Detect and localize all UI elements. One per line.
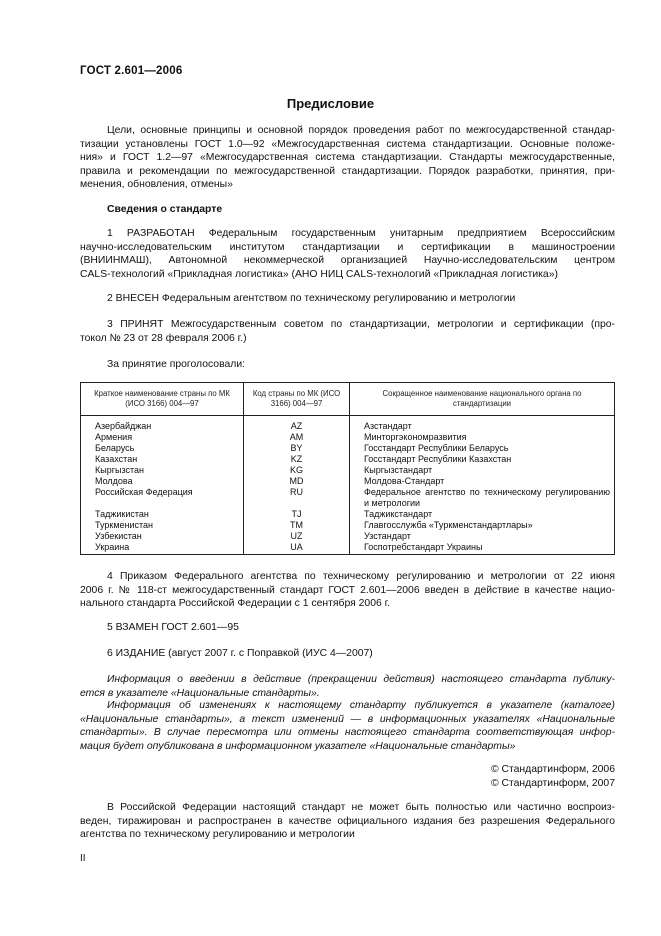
cell-country: Узбекистан [81, 531, 244, 542]
item-4-line: нального стандарта Российской Федерации с 1 сентября 2006 г. [80, 598, 391, 610]
info-2-line: мация будет опубликована в информационном указателе «Национальные стандарты» [80, 740, 516, 752]
item-1-line: (ВНИИНМАШ), Автономной некоммерческой организацией Научно-исследовательским центром [80, 255, 615, 267]
cell-country: Кыргызстан [81, 465, 244, 476]
item-1-line: 1 РАЗРАБОТАН Федеральным государственным унитарным предприятием Всероссийским [107, 228, 615, 239]
cell-code: KG [244, 465, 350, 476]
cell-organ: Минторгэкономразвития [350, 432, 615, 443]
table-header-country: Краткое наименование страны по МК (ИСО 3166) 004—97 [81, 383, 244, 416]
section-heading [80, 203, 615, 217]
item-1-line: научно-исследовательским институтом стандартизации и сертификации в машиностроении [80, 241, 615, 253]
intro-line: Цели, основные принципы и основной порядок проведения работ по межгосударственной стандар- [107, 125, 615, 136]
table-row [81, 531, 615, 542]
copyright-line: © Стандартинформ, 2007 [490, 777, 615, 789]
table-header-row [81, 383, 615, 416]
table-row [81, 443, 615, 454]
item-3-line: 3 ПРИНЯТ Межгосударственным советом по стандартизации, метрологии и сертификации (про- [107, 319, 615, 330]
voted-text: За принятие проголосовали: [107, 359, 246, 370]
cell-code: RU [244, 487, 350, 509]
cell-organ: Узстандарт [350, 531, 615, 542]
cell-country: Азербайджан [81, 416, 244, 433]
cell-code: TJ [244, 509, 350, 520]
cell-country: Молдова [81, 476, 244, 487]
item-5-line: 5 ВЗАМЕН ГОСТ 2.601—95 [107, 622, 239, 633]
cell-country: Украина [81, 542, 244, 555]
info-paragraph-2 [80, 699, 615, 753]
voting-table [80, 382, 615, 555]
cell-code: AM [244, 432, 350, 443]
copyright-line: © Стандартинформ, 2006 [490, 764, 615, 775]
cell-country: Казахстан [81, 454, 244, 465]
final-line: В Российской Федерации настоящий стандарт не может быть полностью или частично воспроиз- [107, 802, 615, 813]
document-header: ГОСТ 2.601—2006 [80, 65, 183, 77]
cell-organ: Главгосслужба «Туркменстандартлары» [350, 520, 615, 531]
info-2-line: Информация об изменениях к настоящему стандарту публикуется в указателе (каталоге) [107, 700, 615, 711]
voted-label [80, 358, 615, 372]
item-1 [80, 227, 615, 281]
cell-code: UZ [244, 531, 350, 542]
item-4 [80, 570, 615, 611]
intro-line: менения, обновления, отмены» [80, 179, 233, 191]
info-1-line: Информация о введении в действие (прекращении действия) настоящего стандарта публику- [107, 674, 615, 685]
table-row [81, 465, 615, 476]
cell-organ: Таджикстандарт [350, 509, 615, 520]
info-paragraph-1 [80, 673, 615, 700]
final-paragraph [80, 801, 615, 842]
intro-line: ния» и ГОСТ 1.2—97 «Межгосударственная система стандартизации. Стандарты межгосударственные, [80, 152, 615, 164]
cell-country: Армения [81, 432, 244, 443]
table-row [81, 520, 615, 531]
item-1-line: CALS-технологий «Прикладная логистика» (АНО НИЦ CALS-технологий «Прикладная логистика») [80, 268, 558, 280]
section-heading-text: Сведения о стандарте [107, 204, 223, 215]
item-5 [80, 621, 615, 635]
cell-organ: Федеральное агентство по техническому регулированию и метрологии [350, 487, 615, 509]
cell-code: AZ [244, 416, 350, 433]
cell-organ: Госстандарт Республики Казахстан [350, 454, 615, 465]
table-row [81, 454, 615, 465]
item-3-line: токол № 23 от 28 февраля 2006 г.) [80, 332, 247, 344]
cell-code: BY [244, 443, 350, 454]
cell-code: TM [244, 520, 350, 531]
item-6-line: 6 ИЗДАНИЕ (август 2007 г. с Поправкой (ИУС 4—2007) [107, 648, 373, 659]
table-row [81, 476, 615, 487]
intro-line: тизации установлены ГОСТ 1.0—92 «Межгосударственная система стандартизации. Основные положе- [80, 138, 615, 150]
cell-country: Туркменистан [81, 520, 244, 531]
cell-organ: Госстандарт Республики Беларусь [350, 443, 615, 454]
cell-country: Российская Федерация [81, 487, 244, 509]
copyright-block [491, 763, 615, 790]
table-row [81, 487, 615, 509]
cell-code: UA [244, 542, 350, 555]
page-number: II [80, 853, 86, 864]
info-1-line: ется в указателе «Национальные стандарты». [80, 687, 320, 699]
cell-country: Таджикистан [81, 509, 244, 520]
item-2-line: 2 ВНЕСЕН Федеральным агентством по техническому регулированию и метрологии [107, 293, 516, 304]
cell-organ: Кыргызстандарт [350, 465, 615, 476]
page-title: Предисловие [286, 96, 375, 111]
table-row [81, 509, 615, 520]
item-2 [80, 292, 615, 306]
cell-country: Беларусь [81, 443, 244, 454]
item-6 [80, 647, 615, 661]
cell-code: MD [244, 476, 350, 487]
table-row [81, 416, 615, 433]
info-2-line: стандарты». В случае пересмотра или отмены настоящего стандарта соответствующая инфор- [80, 727, 615, 739]
final-line: веден, тиражирован и распространен в качестве официального издания без разрешения Федерального [80, 815, 615, 827]
intro-paragraph [80, 124, 615, 192]
table-row [81, 542, 615, 555]
item-3 [80, 318, 615, 345]
table-row [81, 432, 615, 443]
table-header-organ: Сокращенное наименование национального органа по стандартизации [350, 383, 615, 416]
item-4-line: 2006 г. № 118-ст межгосударственный стандарт ГОСТ 2.601—2006 введен в действие в качестве нацио- [80, 584, 615, 596]
table-header-code: Код страны по МК (ИСО 3166) 004—97 [244, 383, 350, 416]
intro-line: правила и рекомендации по межгосударственной стандартизации. Порядок разработки, принятия, при- [80, 165, 615, 177]
info-2-line: «Национальные стандарты», а текст изменений — в информационных указателях «Национальные [80, 713, 615, 725]
cell-organ: Госпотребстандарт Украины [350, 542, 615, 555]
item-4-line: 4 Приказом Федерального агентства по техническому регулированию и метрологии от 22 июня [107, 571, 615, 582]
cell-organ: Азстандарт [350, 416, 615, 433]
final-line: агентства по техническому регулированию и метрологии [80, 829, 355, 841]
cell-code: KZ [244, 454, 350, 465]
cell-organ: Молдова-Стандарт [350, 476, 615, 487]
